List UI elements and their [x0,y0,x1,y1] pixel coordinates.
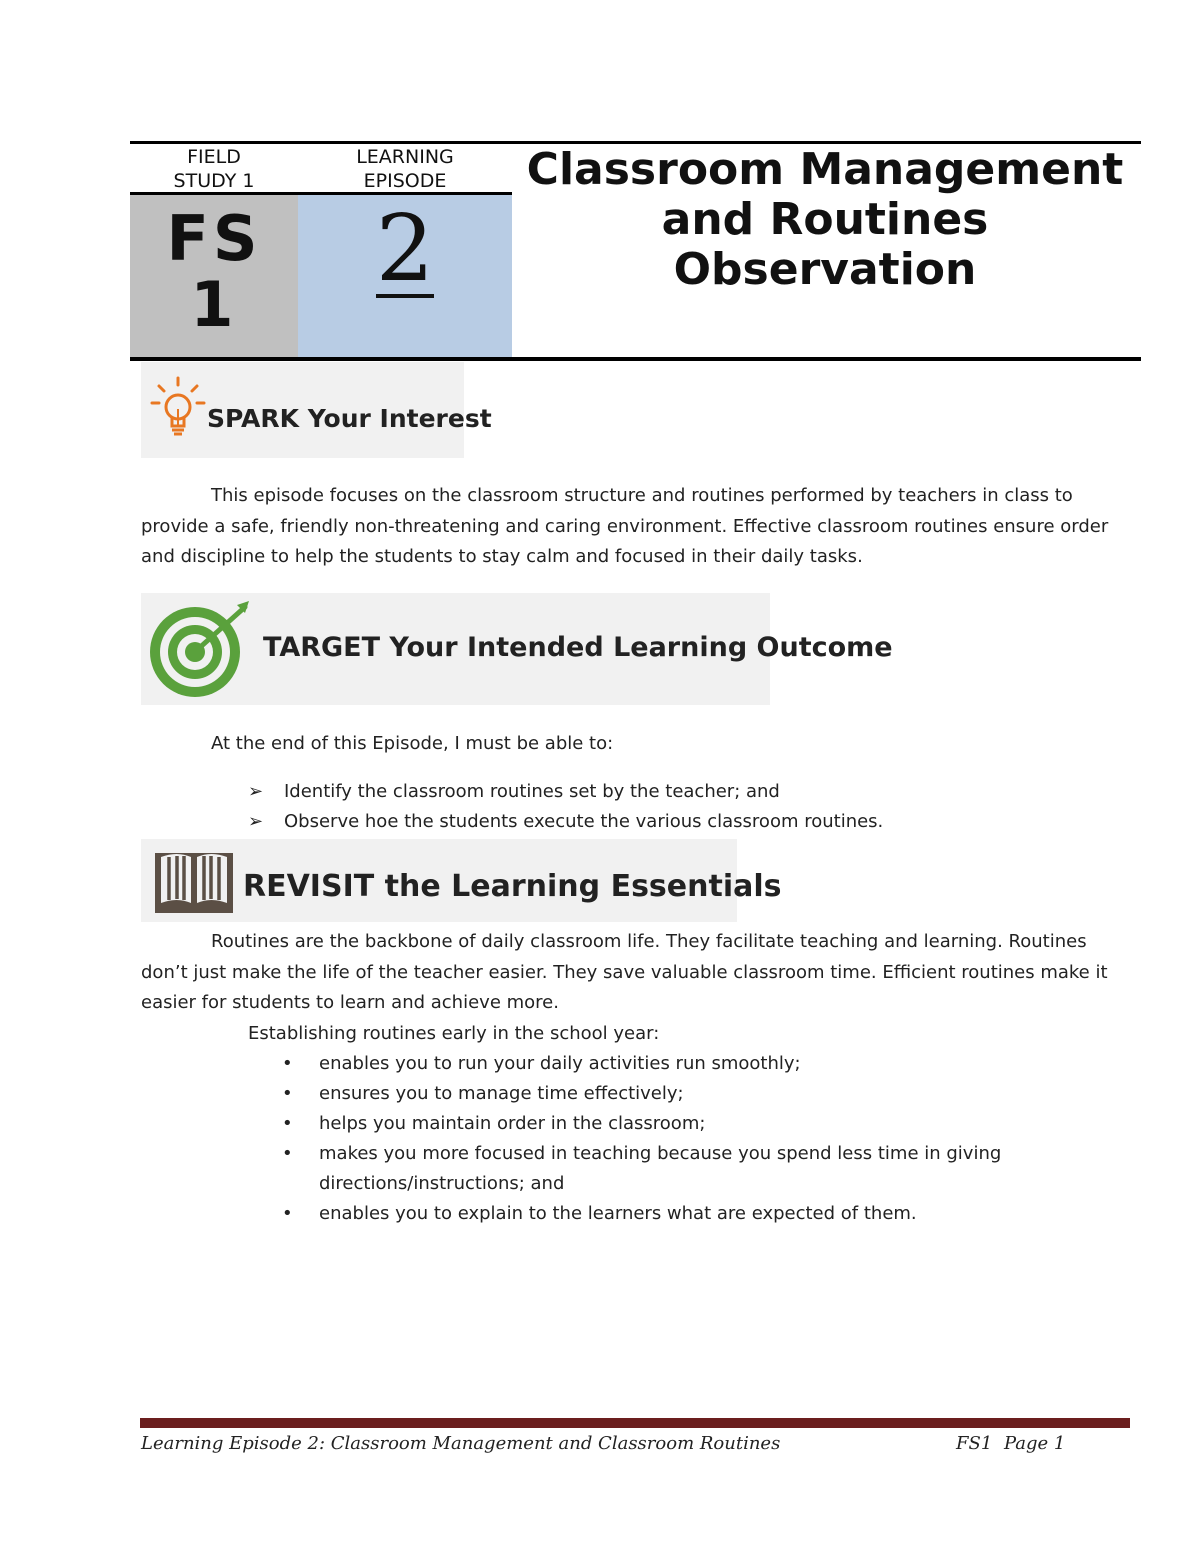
list-item: • ensures you to manage time effectively; [282,1079,1002,1109]
revisit-banner-title: REVISIT the Learning Essentials [243,869,782,904]
bullet-icon: • [282,1083,293,1104]
spark-paragraph: This episode focuses on the classroom structure and routines performed by teachers in class to provide a safe, friendly non-threatening and caring environment. Effective classroom routines ensure order and discipline to help the students to stay calm and focused in their daily tasks. [141,485,1109,567]
arrow-bullet-icon: ➢ [248,781,264,802]
footer-episode-title: Learning Episode 2: Classroom Management and Classroom Routines [141,1433,781,1454]
episode-number-box [298,195,512,357]
bullet-icon: • [282,1143,293,1164]
routines-list [282,1049,1002,1229]
footer-page-number: Page 1 [1004,1433,1066,1454]
open-book-icon [153,847,235,915]
routines-list-intro: Establishing routines early in the school year: [248,1023,660,1044]
list-item: ➢ Observe hoe the students execute the various classroom routines. [248,807,1128,837]
bullet-icon: • [282,1113,293,1134]
fs-code-line-1: FS [166,202,262,275]
fs-code-line-2: 1 [190,268,238,341]
footer-rule [140,1418,1130,1428]
learning-episode-label: LEARNING EPISODE [356,146,454,192]
field-study-label: FIELD STUDY 1 [173,146,255,192]
header-bottom-rule [130,357,1141,361]
list-item: ➢ Identify the classroom routines set by the teacher; and [248,777,1128,807]
arrow-bullet-icon: ➢ [248,811,264,832]
page-title: Classroom Management and Routines Observation [526,144,1124,295]
footer-course: FS1 [956,1433,993,1454]
list-item: • enables you to explain to the learners what are expected of them. [282,1199,1002,1229]
lightbulb-icon [149,376,207,444]
outcome-list [248,777,1128,837]
fs-code-box [130,195,298,357]
target-intro: At the end of this Episode, I must be able to: [211,733,614,754]
target-icon [145,599,257,699]
target-banner-title: TARGET Your Intended Learning Outcome [263,632,893,663]
target-banner [141,593,893,705]
list-item: • makes you more focused in teaching because you spend less time in giving directions/instructions; and [282,1139,1002,1199]
bullet-icon: • [282,1203,293,1224]
list-item: • helps you maintain order in the classroom; [282,1109,1002,1139]
spark-banner [141,362,492,458]
episode-number: 2 [375,195,435,302]
spark-banner-title: SPARK Your Interest [207,404,492,433]
list-item: • enables you to run your daily activities run smoothly; [282,1049,1002,1079]
revisit-paragraph: Routines are the backbone of daily classroom life. They facilitate teaching and learning. Routines don’t just make the life of the teacher easier. They save valuable classroom time. Efficient routines make it easier for students to learn and achieve more. [141,931,1108,1013]
revisit-banner [141,839,782,922]
bullet-icon: • [282,1053,293,1074]
